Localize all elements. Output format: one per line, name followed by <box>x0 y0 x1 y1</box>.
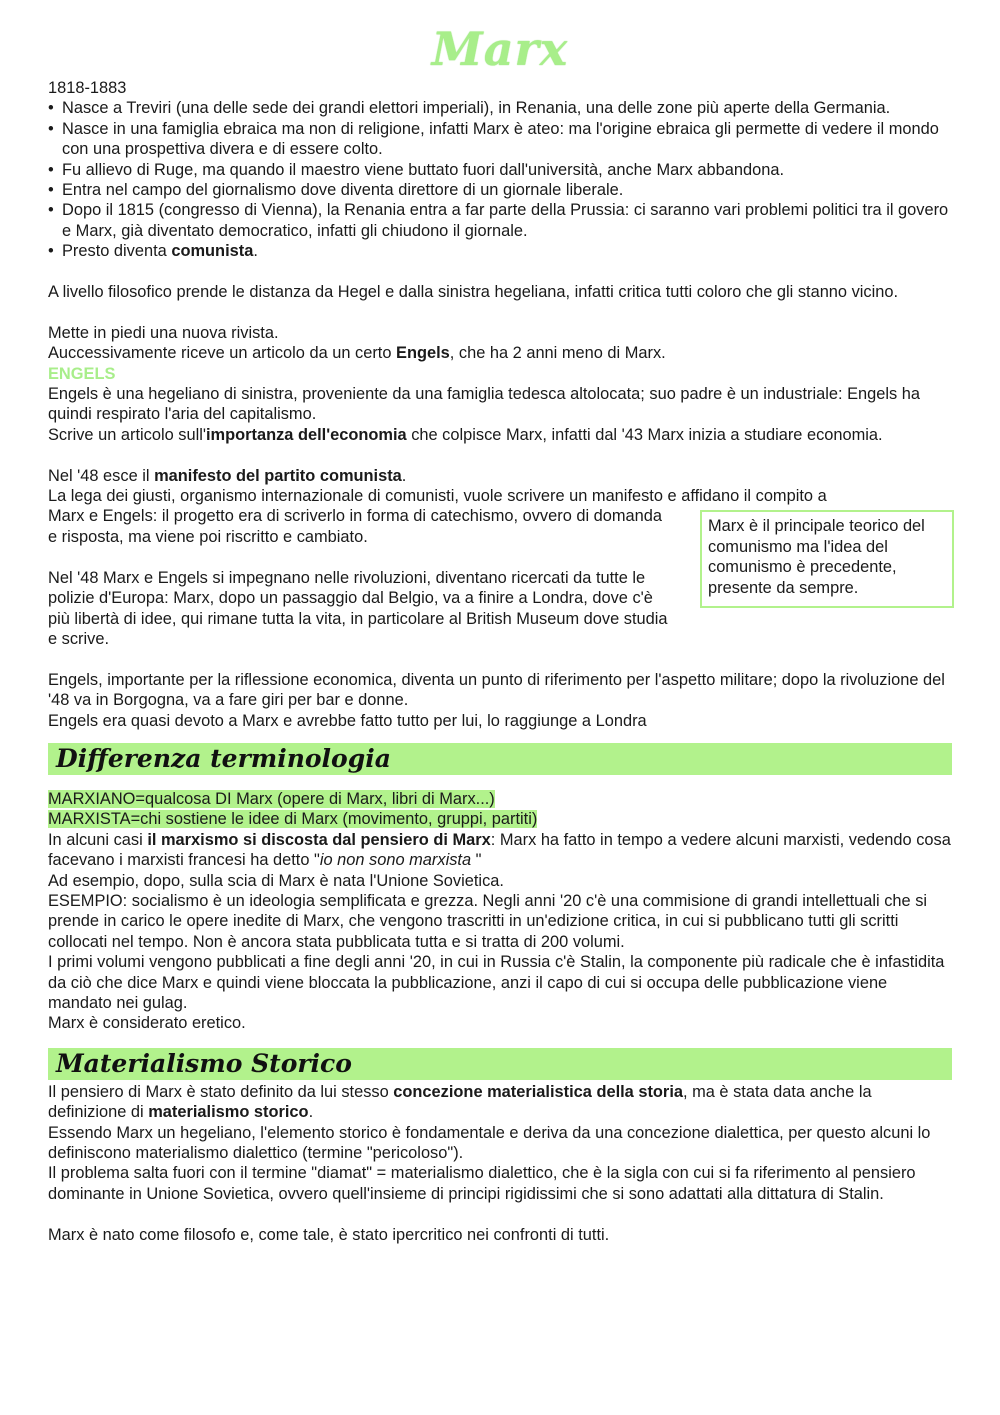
text-span: , ma è stata data anche la definizione di <box>48 1082 872 1122</box>
page-title: Marx <box>431 22 569 76</box>
engels-article <box>48 425 952 445</box>
text-span: . <box>253 242 258 261</box>
bold-term: concezione materialistica della storia <box>393 1082 683 1101</box>
text-span: Scrive un articolo sull' <box>48 425 206 444</box>
bio-list <box>48 98 952 261</box>
marxiano-line <box>48 789 952 809</box>
list-item: • Nasce in una famiglia ebraica ma non di religione, infatti Marx è ateo: ma l'origine ebraica gli permette di vedere il mondo con una prospettiva divera e di essere colto. <box>48 119 952 160</box>
highlighted-text: MARXISTA=chi sostiene le idee di Marx (movimento, gruppi, partiti) <box>48 810 538 829</box>
esempio-line: Ad esempio, dopo, sulla scia di Marx è nata l'Unione Sovietica. <box>48 871 504 890</box>
text-span: Nel '48 esce il <box>48 466 155 485</box>
list-item: • Fu allievo di Ruge, ma quando il maestro viene buttato fuori dall'università, anche Marx abbandona. <box>48 160 952 180</box>
esempio2-paragraph: ESEMPIO: socialismo è un ideologia semplificata e grezza. Negli anni '20 c'è una commisione di grandi intellettuali che si prende in carico le opere inedite di Marx, che vengono trascritti in un'edizione critica, in cui si pubblicano tutti gli scritti collocati nel tempo. Non è ancora stata pubblicata tutta e si tratta di 200 volumi. <box>48 891 928 951</box>
engels-military: Engels, importante per la riflessione economica, diventa un punto di riferimento per l'aspetto militare; dopo la rivoluzione del '48 va in Borgogna, va a fare giri per bar e donne. <box>48 670 945 710</box>
document-page <box>48 0 952 1245</box>
text-span: " <box>471 851 482 870</box>
volumi-paragraph: I primi volumi vengono pubblicati a fine degli anni '20, in cui in Russia c'è Stalin, la componente più radicale che è infastidita da ciò che dice Marx e quindi viene bloccata la pubblicazione, anzi il capo di cui si occupa delle pubblicazione viene mandato nei gulag. <box>48 953 945 1012</box>
engels-text: Engels è una hegeliano di sinistra, proveniente da una famiglia tedesca altolocata; suo padre è un industriale: Engels ha quindi respirato l'aria del capitalismo. <box>48 385 921 424</box>
list-item <box>48 241 952 261</box>
casi-paragraph <box>48 830 952 871</box>
hegel-paragraph: A livello filosofico prende le distanza da Hegel e dalla sinistra hegeliana, infatti critica tutti coloro che gli stanno vicino. <box>48 283 899 302</box>
list-item: • Nasce a Treviri (una delle sede dei grandi elettori imperiali), in Renania, una delle zone più aperte della Germania. <box>48 98 952 118</box>
text-span: , che ha 2 anni meno di Marx. <box>449 344 666 363</box>
bold-term: materialismo storico <box>148 1103 309 1122</box>
rivista-line: Mette in piedi una nuova rivista. <box>48 323 279 342</box>
text-span: Il pensiero di Marx è stato definito da lui stesso <box>48 1082 394 1101</box>
text-span: : Marx ha fatto in tempo a vedere alcuni marxisti, vedendo cosa facevano i marxisti francesi ha detto " <box>48 830 951 870</box>
section-heading: Materialismo Storico <box>48 1048 952 1080</box>
marxista-line <box>48 809 952 829</box>
materialismo-p4: Marx è nato come filosofo e, come tale, è stato ipercritico nei confronti di tutti. <box>48 1225 610 1244</box>
bold-term: manifesto del partito comunista <box>154 466 402 485</box>
eretico-line: Marx è considerato eretico. <box>48 1014 246 1033</box>
engels-intro <box>48 343 952 363</box>
materialismo-p2: Essendo Marx un hegeliano, l'elemento storico è fondamentale e deriva da una concezione dialettica, per questo alcuni lo definiscono materialismo dialettico (termine "pericoloso"). <box>48 1123 931 1163</box>
engels-heading: ENGELS <box>48 364 116 383</box>
list-item: • Dopo il 1815 (congresso di Vienna), la Renania entra a far parte della Prussia: ci saranno vari problemi politici tra il govero e Marx, già diventato democratico, infatti gli chiudono il giornale. <box>48 200 952 241</box>
section-heading: Differenza terminologia <box>48 743 952 775</box>
lega-line: La lega dei giusti, organismo internazionale di comunisti, vuole scrivere un manifesto e affidano il compito a <box>48 487 827 506</box>
text-span: In alcuni casi <box>48 830 148 849</box>
narrow-column <box>48 506 668 649</box>
text-span: Auccessivamente riceve un articolo da un certo <box>48 344 397 363</box>
text-span: . <box>308 1103 314 1122</box>
italic-quote: io non sono marxista <box>319 851 472 870</box>
list-item: • Entra nel campo del giornalismo dove diventa direttore di un giornale liberale. <box>48 180 952 200</box>
bold-term: il marxismo si discosta dal pensiero di Marx <box>147 830 491 849</box>
materialismo-p3: Il problema salta fuori con il termine "diamat" = materialismo dialettico, che è la sigla con cui si fa riferimento al pensiero dominante in Unione Sovietica, ovvero quell'insieme di principi rigidissimi che si sono adattati alla dittatura di Stalin. <box>48 1164 916 1203</box>
materialismo-p1 <box>48 1082 952 1123</box>
note-box: Marx è il principale teorico del comunismo ma l'idea del comunismo è precedente, presente da sempre. <box>700 510 954 608</box>
bold-term: importanza dell'economia <box>206 425 407 444</box>
text-span: . <box>401 466 407 485</box>
text-span: che colpisce Marx, infatti dal '43 Marx inizia a studiare economia. <box>406 425 883 444</box>
highlighted-text: MARXIANO=qualcosa DI Marx (opere di Marx, libri di Marx...) <box>48 789 495 808</box>
rivoluzioni-paragraph: Nel '48 Marx e Engels si impegnano nelle rivoluzioni, diventano ricercati da tutte le polizie d'Europa: Marx, dopo un passaggio dal Belgio, va a finire a Londra, dove c'è più libertà di idee, qui rimane tutta la vita, in particolare al British Museum dove studia e scrive. <box>48 568 668 648</box>
manifesto-line <box>48 466 952 486</box>
note-wrap <box>48 506 952 649</box>
bold-term: Engels <box>396 344 450 363</box>
text-span: Presto diventa <box>62 242 172 261</box>
lega-rest: Marx e Engels: il progetto era di scriverlo in forma di catechismo, ovvero di domanda e risposta, ma viene poi riscritto e cambiato. <box>48 507 663 546</box>
bold-term: comunista <box>171 242 254 261</box>
engels-devoto: Engels era quasi devoto a Marx e avrebbe fatto tutto per lui, lo raggiunge a Londra <box>48 711 647 730</box>
life-dates: 1818-1883 <box>48 79 127 97</box>
